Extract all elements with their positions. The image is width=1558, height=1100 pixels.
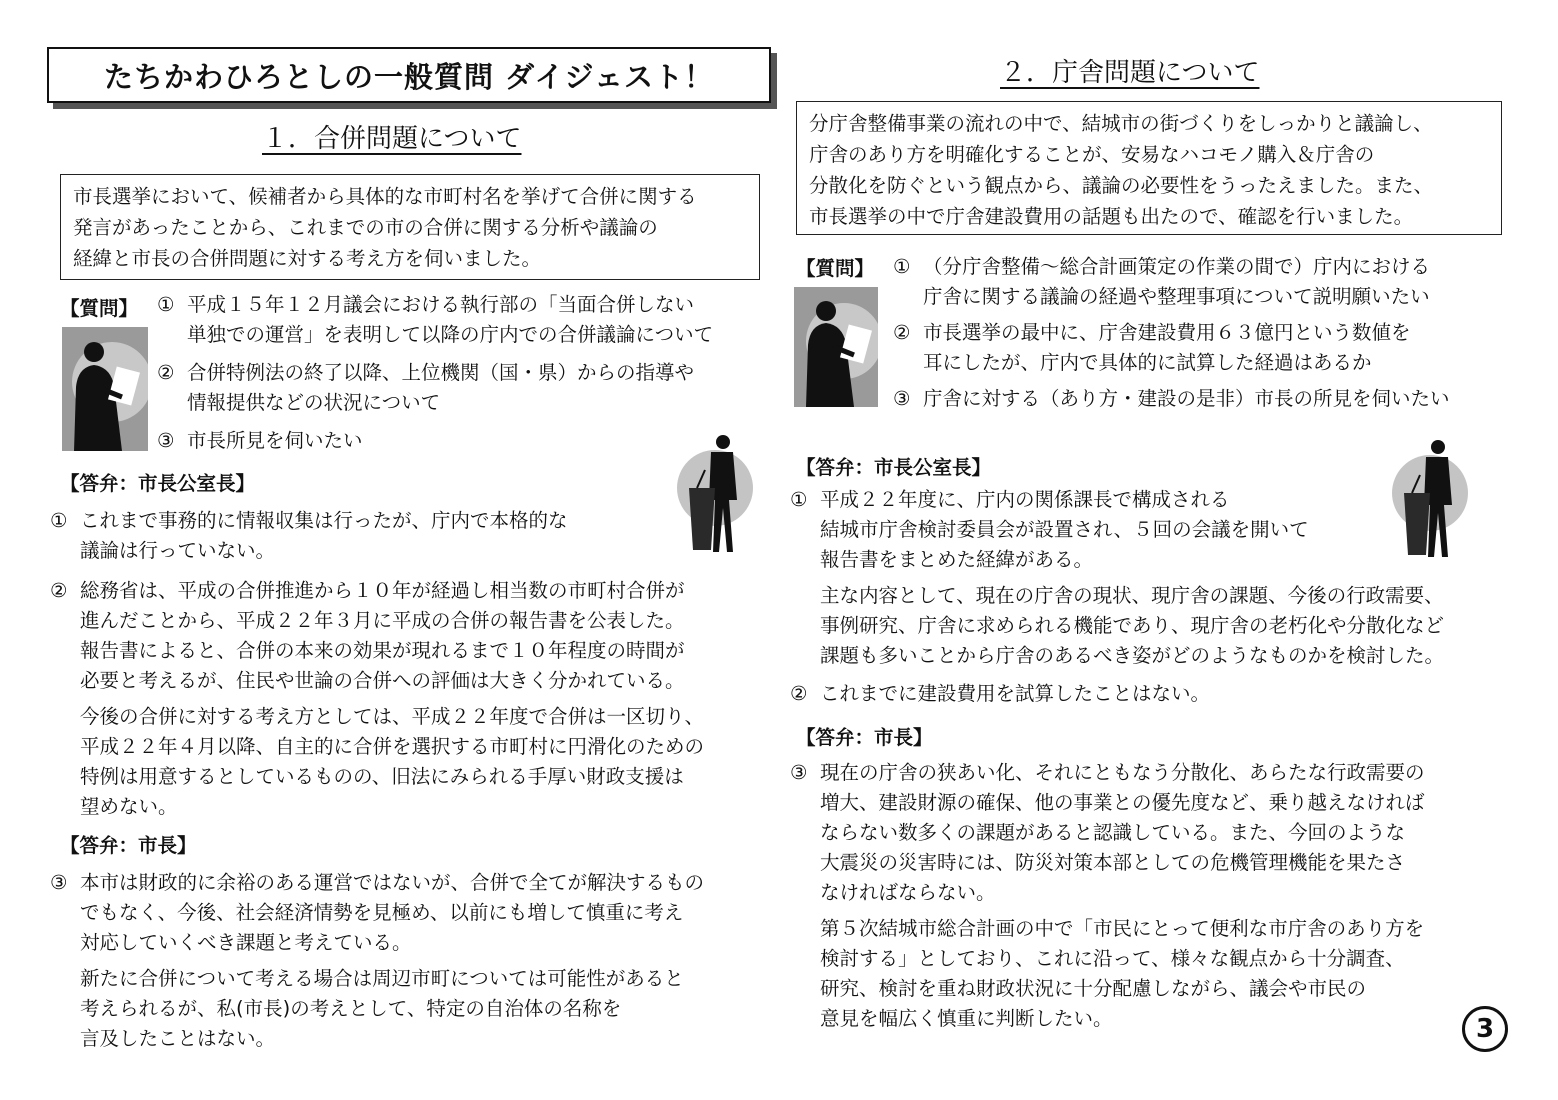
item-line: 進んだことから、平成２２年３月に平成の合併の報告書を公表した。 xyxy=(80,609,685,632)
item-line: 本市は財政的に余裕のある運営ではないが、合併で全てが解決するもの xyxy=(80,871,705,894)
item-line: 報告書によると、合併の本来の効果が現れるまで１０年程度の時間が xyxy=(80,639,685,662)
item-line: 研究、検討を重ね財政状況に十分配慮しながら、議会や市民の xyxy=(820,977,1367,1000)
item-number: ① xyxy=(50,509,68,532)
summary-line: 市長選挙において、候補者から具体的な市町村名を挙げて合併に関する xyxy=(73,185,697,208)
page-number: 3 xyxy=(1475,1014,1495,1044)
question-item xyxy=(157,290,713,350)
item-number: ② xyxy=(157,361,175,384)
answer-item xyxy=(790,758,1425,1034)
item-line: 結城市庁舎検討委員会が設置され、５回の会議を開いて xyxy=(820,518,1309,541)
item-line: 言及したことはない。 xyxy=(80,1027,276,1050)
answer-item xyxy=(50,576,704,822)
section1-heading: １．合併問題について xyxy=(262,124,522,154)
item-line: 事例研究、庁舎に求められる機能であり、現庁舎の老朽化や分散化など xyxy=(820,614,1445,637)
item-line: 考えられるが、私(市長)の考えとして、特定の自治体の名称を xyxy=(80,997,622,1020)
question-item xyxy=(157,358,713,418)
item-line: 第５次結城市総合計画の中で「市民にとって便利な市庁舎のあり方を xyxy=(820,917,1425,940)
item-line: 現在の庁舎の狭あい化、それにともなう分散化、あらたな行政需要の xyxy=(820,761,1425,784)
digest-title: たちかわひろとしの一般質問 ダイジェスト！ xyxy=(104,59,714,94)
item-line: 平成２２年４月以降、自主的に合併を選択する市町村に円滑化のための xyxy=(80,735,705,758)
item-line: これまで事務的に情報収集は行ったが、庁内で本格的な xyxy=(80,509,568,532)
item-line: 議論は行っていない。 xyxy=(80,539,276,562)
item-line: 望めない。 xyxy=(80,795,178,818)
section1-question-label: 【質問】 xyxy=(60,297,139,320)
section2-summary-box xyxy=(796,101,1502,235)
digest-title-box xyxy=(47,47,771,103)
item-line: 今後の合併に対する考え方としては、平成２２年度で合併は一区切り、 xyxy=(80,705,705,728)
section1-answer1-label: 【答弁：市長公室長】 xyxy=(60,472,256,495)
answer-item xyxy=(790,485,1444,671)
section2-answer1-label: 【答弁：市長公室長】 xyxy=(796,456,992,479)
item-line: でもなく、今後、社会経済情勢を見極め、以前にも増して慎重に考え xyxy=(80,901,684,924)
section2-answer2-list xyxy=(790,758,1425,1034)
item-line: 耳にしたが、庁内で具体的に試算した経過はあるか xyxy=(923,351,1372,374)
item-line: なければならない。 xyxy=(820,881,996,904)
item-line: これまでに建設費用を試算したことはない。 xyxy=(820,682,1211,705)
section1-answer2-list xyxy=(50,868,704,1054)
answer-item xyxy=(50,506,704,566)
item-line: 単独での運営」を表明して以降の庁内での合併議論について xyxy=(187,323,714,346)
item-line: 庁舎に関する議論の経過や整理事項について説明願いたい xyxy=(923,285,1430,308)
item-line: （分庁舎整備～総合計画策定の作業の間で）庁内における xyxy=(923,255,1431,278)
summary-line: 発言があったことから、これまでの市の合併に関する分析や議論の xyxy=(73,216,658,239)
questioner-illustration xyxy=(62,327,148,455)
section1-summary-box xyxy=(60,174,760,280)
item-line: 平成２２年度に、庁内の関係課長で構成される xyxy=(820,488,1230,511)
section2-answer2-label: 【答弁：市長】 xyxy=(796,726,933,749)
answer-item xyxy=(790,679,1444,709)
section2-heading: ２．庁舎問題について xyxy=(1000,58,1260,88)
item-line: 報告書をまとめた経緯がある。 xyxy=(820,548,1094,571)
answer-item xyxy=(50,868,704,1054)
item-line: 大震災の災害時には、防災対策本部としての危機管理機能を果たさ xyxy=(820,851,1406,874)
summary-line: 経緯と市長の合併問題に対する考え方を伺いました。 xyxy=(73,247,542,270)
item-line: 必要と考えるが、住民や世論の合併への評価は大きく分かれている。 xyxy=(80,669,685,692)
item-line: 主な内容として、現在の庁舎の現状、現庁舎の課題、今後の行政需要、 xyxy=(820,584,1444,607)
item-line: 市長選挙の最中に、庁舎建設費用６３億円という数値を xyxy=(923,321,1411,344)
item-line: 対応していくべき課題と考えている。 xyxy=(80,931,412,954)
item-line: 総務省は、平成の合併推進から１０年が経過し相当数の市町村合併が xyxy=(80,579,685,602)
item-number: ③ xyxy=(893,387,911,410)
item-line: 情報提供などの状況について xyxy=(187,391,441,414)
item-line: 意見を幅広く慎重に判断したい。 xyxy=(820,1007,1113,1030)
item-line: 市長所見を伺いたい xyxy=(187,429,363,452)
section1-answer2-label: 【答弁：市長】 xyxy=(60,834,197,857)
section1-question-list xyxy=(157,290,713,456)
item-line: 庁舎に対する（あり方・建設の是非）市長の所見を伺いたい xyxy=(923,387,1450,410)
item-line: 課題も多いことから庁舎のあるべき姿がどのようなものかを検討した。 xyxy=(820,644,1445,667)
item-number: ① xyxy=(790,488,808,511)
item-number: ② xyxy=(790,682,808,705)
item-number: ③ xyxy=(790,761,808,784)
question-item xyxy=(893,318,1450,378)
page-number-badge xyxy=(1462,1006,1508,1052)
item-number: ③ xyxy=(50,871,68,894)
section1-answer1-list xyxy=(50,506,704,822)
summary-line: 分散化を防ぐという観点から、議論の必要性をうったえました。また、 xyxy=(809,174,1434,197)
questioner-illustration xyxy=(794,287,878,411)
section2-answer1-list xyxy=(790,485,1444,709)
item-line: 新たに合併について考える場合は周辺市町については可能性があると xyxy=(80,967,684,990)
item-line: 検討する」としており、これに沿って、様々な観点から十分調査、 xyxy=(820,947,1405,970)
summary-line: 分庁舎整備事業の流れの中で、結城市の街づくりをしっかりと議論し、 xyxy=(809,112,1433,135)
item-number: ③ xyxy=(157,429,175,452)
item-number: ① xyxy=(157,293,175,316)
summary-line: 庁舎のあり方を明確化することが、安易なハコモノ購入＆庁舎の xyxy=(809,143,1375,166)
item-line: ならない数多くの課題があると認識している。また、今回のような xyxy=(820,821,1406,844)
item-number: ① xyxy=(893,255,911,278)
item-line: 平成１５年１２月議会における執行部の「当面合併しない xyxy=(187,293,695,316)
item-line: 特例は用意するとしているものの、旧法にみられる手厚い財政支援は xyxy=(80,765,684,788)
item-line: 合併特例法の終了以降、上位機関（国・県）からの指導や xyxy=(187,361,695,384)
question-item xyxy=(157,426,713,456)
item-number: ② xyxy=(50,579,68,602)
section2-question-list xyxy=(893,252,1450,414)
question-item xyxy=(893,252,1450,312)
section2-question-label: 【質問】 xyxy=(796,257,875,280)
item-number: ② xyxy=(893,321,911,344)
item-line: 増大、建設財源の確保、他の事業との優先度など、乗り越えなければ xyxy=(820,791,1425,814)
summary-line: 市長選挙の中で庁舎建設費用の話題も出たので、確認を行いました。 xyxy=(809,205,1414,228)
question-item xyxy=(893,384,1450,414)
